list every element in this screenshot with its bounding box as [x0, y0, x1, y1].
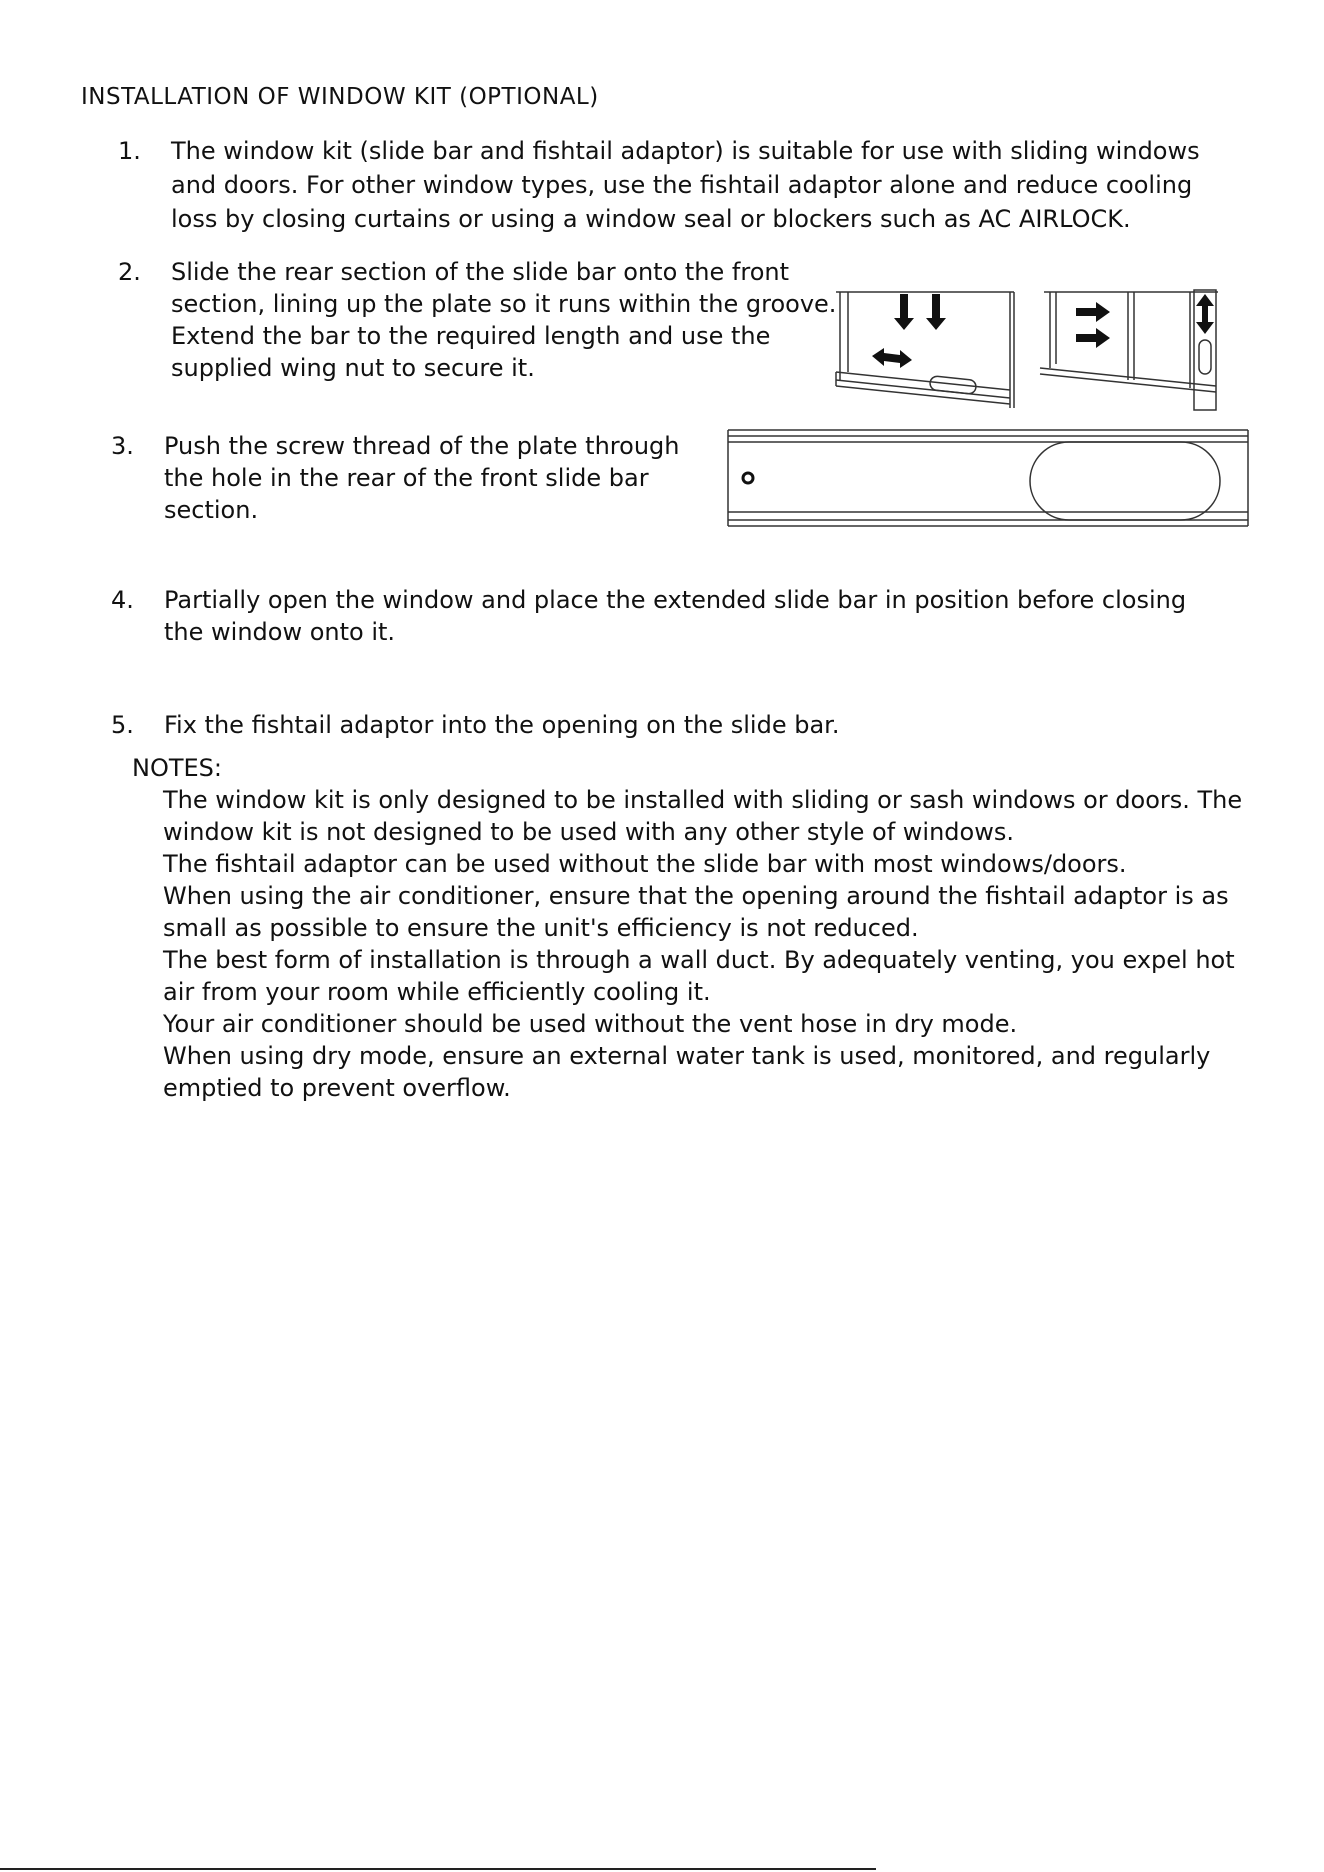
- step-text: The window kit (slide bar and fishtail adaptor) is suitable for use with sliding windows and doors. For other window types, use the fishtail adaptor alone and reduce cooling loss by closing curtains or using a window seal or blockers such as AC AIRLOCK.: [171, 137, 1200, 233]
- notes-heading: NOTES:: [132, 754, 222, 782]
- note-paragraph: The fishtail adaptor can be used without the slide bar with most windows/doors.: [163, 850, 1127, 878]
- step-number: 5.: [111, 711, 134, 739]
- step-number: 4.: [111, 586, 134, 614]
- note-paragraph: When using dry mode, ensure an external water tank is used, monitored, and regularly emptied to prevent overflow.: [163, 1042, 1211, 1102]
- notes-body: [163, 784, 1243, 1104]
- hole-icon: [743, 473, 753, 483]
- step-4: [111, 584, 1221, 648]
- note-paragraph: The window kit is only designed to be installed with sliding or sash windows or doors. The window kit is not designed to be used with any other style of windows.: [163, 786, 1243, 846]
- step-text: Push the screw thread of the plate through the hole in the rear of the front slide bar section.: [164, 432, 680, 524]
- slide-bar-window-illustration: [834, 290, 1016, 410]
- step-text: Partially open the window and place the extended slide bar in position before closing the window onto it.: [164, 586, 1187, 646]
- double-arrow-horizontal-icon: [872, 348, 912, 368]
- step-number: 2.: [118, 258, 141, 286]
- double-arrow-vertical-icon: [1196, 294, 1214, 334]
- arrow-right-icon: [1076, 302, 1110, 348]
- arrow-down-icon: [894, 294, 946, 330]
- step-1: [118, 134, 1228, 236]
- note-paragraph: The best form of installation is through a wall duct. By adequately venting, you expel hot air from your room while efficiently cooling it.: [163, 946, 1235, 1006]
- note-paragraph: Your air conditioner should be used without the vent hose in dry mode.: [163, 1010, 1018, 1038]
- step-2: [118, 256, 838, 384]
- footer-rule: [0, 1868, 876, 1870]
- step-text: Fix the fishtail adaptor into the opening on the slide bar.: [164, 711, 840, 739]
- step-text: Slide the rear section of the slide bar onto the front section, lining up the plate so it runs within the groove. Extend the bar to the required length and use the supplied wing nut to secure it.: [171, 258, 837, 382]
- note-paragraph: When using the air conditioner, ensure that the opening around the fishtail adaptor is as small as possible to ensure the unit's efficiency is not reduced.: [163, 882, 1229, 942]
- page-title: INSTALLATION OF WINDOW KIT (OPTIONAL): [81, 84, 599, 110]
- step-5: [111, 708, 1221, 742]
- step-number: 3.: [111, 432, 134, 460]
- slide-bar-vertical-illustration: [1038, 288, 1220, 412]
- front-slide-bar-illustration: [726, 428, 1250, 528]
- step-number: 1.: [118, 137, 141, 165]
- step-3: [111, 430, 711, 526]
